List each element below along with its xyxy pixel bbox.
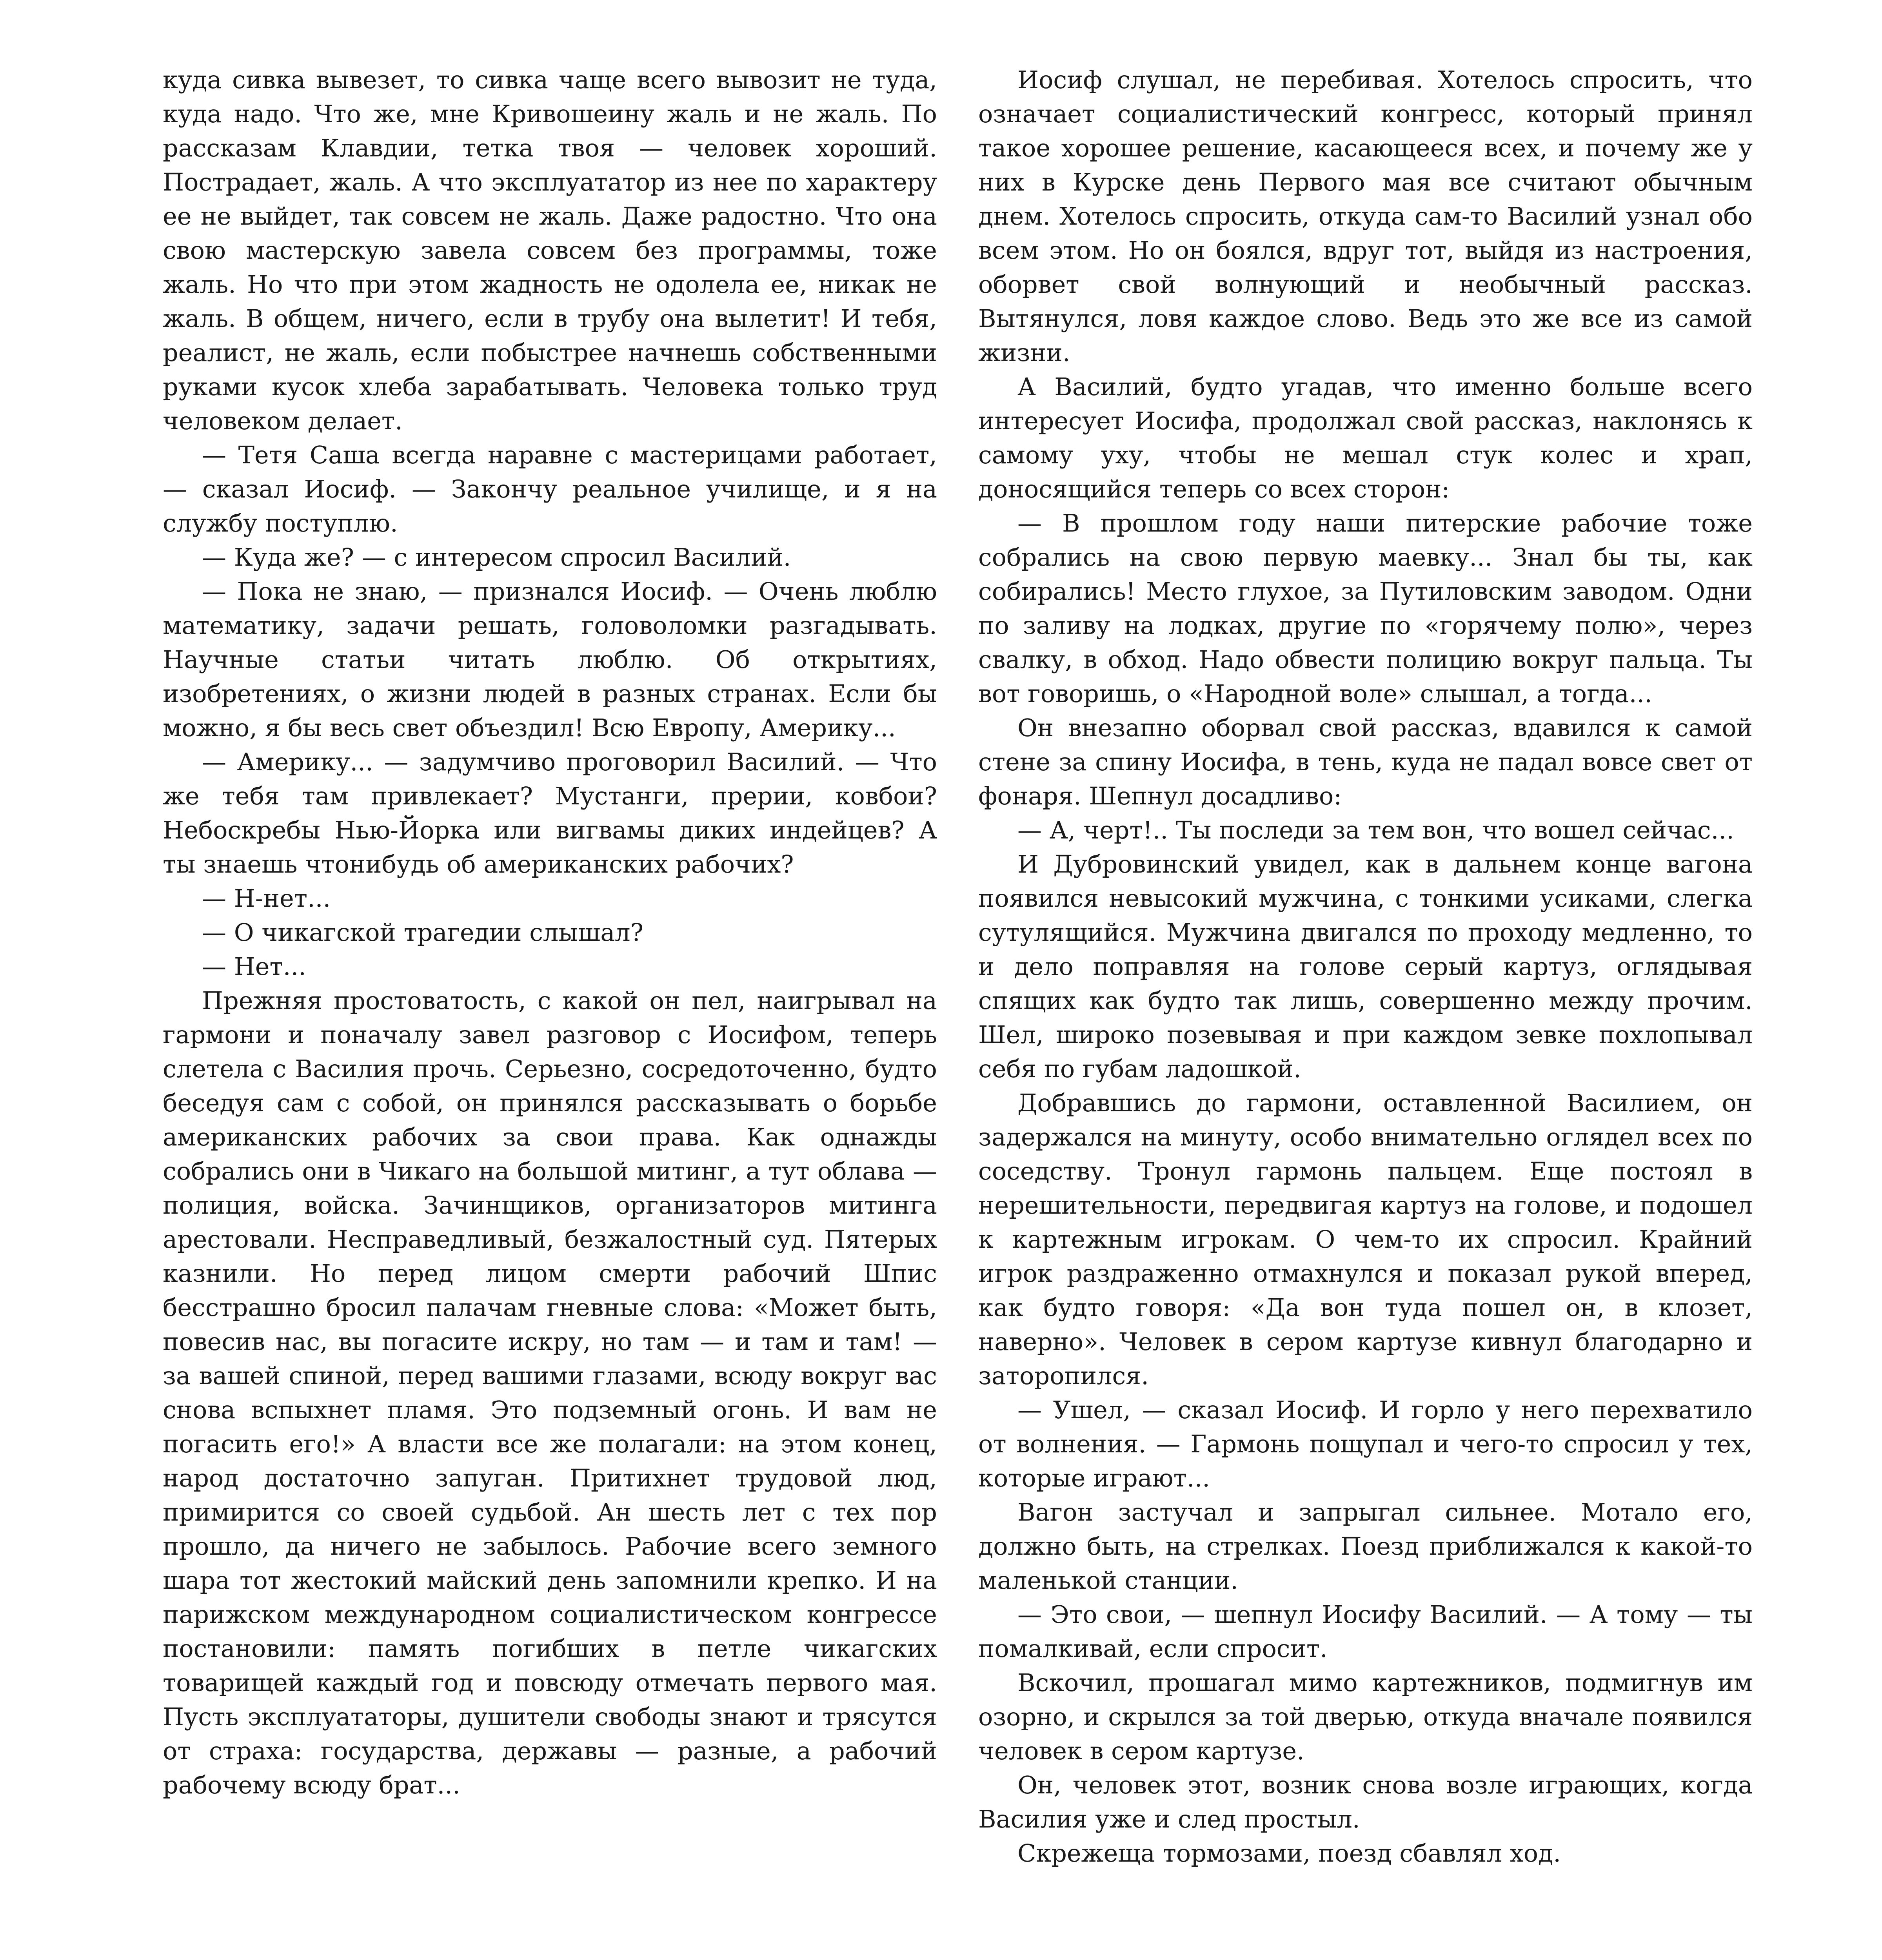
paragraph: Добравшись до гармони, оставленной Василием, он задержался на минуту, особо внимательно оглядел всех по соседству. Тронул гармонь пальцем. Еще постоял в нерешительности, передвигая картуз на голове, и подошел к картежным игрокам. О чем-то их спросил. Крайний игрок раздраженно отмахнулся и показал рукой вперед, как будто говоря: «Да вон туда пошел он, в клозет, наверно». Человек в сером картузе кивнул благодарно и заторопился. [978,1089,1753,1390]
paragraph: — Тетя Саша всегда наравне с мастерицами работает, — сказал Иосиф. — Закончу реальное училище, и я на службу поступлю. [163,441,937,537]
paragraph: — Нет... [202,952,306,981]
paragraph: Вагон застучал и запрыгал сильнее. Мотало его, должно быть, на стрелках. Поезд приближался к какой-то маленькой станции. [978,1498,1753,1595]
paragraph: — Ушел, — сказал Иосиф. И горло у него перехватило от волнения. — Гармонь пощупал и чего-то спросил у тех, которые играют... [978,1396,1753,1492]
paragraph: А Василий, будто угадав, что именно больше всего интересует Иосифа, продолжал свой рассказ, наклонясь к самому уху, чтобы не мешал стук колес и храп, доносящийся теперь со всех сторон: [978,372,1753,503]
paragraph: — А, черт!.. Ты последи за тем вон, что вошел сейчас... [1017,816,1734,844]
paragraph: Он внезапно оборвал свой рассказ, вдавился к самой стене за спину Иосифа, в тень, куда не падал вовсе свет от фонаря. Шепнул досадливо: [978,713,1753,810]
paragraph: — Пока не знаю, — признался Иосиф. — Очень люблю математику, задачи решать, головоломки разгадывать. Научные статьи читать люблю. Об открытиях, изобретениях, о жизни людей в разных странах. Если бы можно, я бы весь свет объездил! Всю Европу, Америку... [163,577,937,742]
paragraph: — О чикагской трагедии слышал? [202,918,643,947]
paragraph: Прежняя простоватость, с какой он пел, наигрывал на гармони и поначалу завел разговор с Иосифом, теперь слетела с Василия прочь. Серьезно, сосредоточенно, будто беседуя сам с собой, он принялся рассказывать о борьбе американских рабочих за свои права. Как однажды собрались они в Чикаго на большой митинг, а тут облава — полиция, войска. Зачинщиков, организаторов митинга арестовали. Несправедливый, безжалостный суд. Пятерых казнили. Но перед лицом смерти рабочий Шпис бесстрашно бросил палачам гневные слова: «Может быть, повесив нас, вы погасите искру, но там — и там и там! — за вашей спиной, перед вашими глазами, всюду вокруг вас снова вспыхнет пламя. Это подземный огонь. И вам не погасить его!» А власти все же полагали: на этом конец, народ достаточно запуган. Притихнет трудовой люд, примирится со своей судьбой. Ан шесть лет с тех пор прошло, да ничего не забылось. Рабочие всего земного шара тот жестокий майский день запомнили крепко. И на парижском международном социалистическом конгрессе постановили: память погибших в петле чикагских товарищей каждый год и повсюду отмечать первого мая. Пусть эксплуататоры, душители свободы знают и трясутся от страха: государства, державы — разные, а рабочий рабочему всюду брат... [163,986,937,1799]
left-text-column [163,63,937,1802]
paragraph: Вскочил, прошагал мимо картежников, подмигнув им озорно, и скрылся за той дверью, откуда вначале появился человек в сером картузе. [978,1668,1753,1765]
paragraph: — Америку... — задумчиво проговорил Василий. — Что же тебя там привлекает? Мустанги, прерии, ковбои? Небоскребы Нью-Йорка или вигвамы диких индейцев? А ты знаешь чтонибудь об американских рабочих? [163,748,937,878]
paragraph: — Куда же? — с интересом спросил Василий. [202,543,791,572]
paragraph: куда сивка вывезет, то сивка чаще всего вывозит не туда, куда надо. Что же, мне Кривошеину жаль и не жаль. По рассказам Клавдии, тетка твоя — человек хороший. Пострадает, жаль. А что эксплуататор из нее по характеру ее не выйдет, так совсем не жаль. Даже радостно. Что она свою мастерскую завела совсем без программы, тоже жаль. Но что при этом жадность не одолела ее, никак не жаль. В общем, ничего, если в трубу она вылетит! И тебя, реалист, не жаль, если побыстрее начнешь собственными руками кусок хлеба зарабатывать. Человека только труд человеком делает. [163,65,937,435]
paragraph: — Это свои, — шепнул Иосифу Василий. — А тому — ты помалкивай, если спросит. [978,1600,1753,1663]
paragraph: Иосиф слушал, не перебивая. Хотелось спросить, что означает социалистический конгресс, который принял такое хорошее решение, касающееся всех, и почему же у них в Курске день Первого мая все считают обычным днем. Хотелось спросить, откуда сам-то Василий узнал обо всем этом. Но он боялся, вдруг тот, выйдя из настроения, оборвет свой волнующий и необычный рассказ. Вытянулся, ловя каждое слово. Ведь это же все из самой жизни. [978,65,1753,367]
paragraph: — Н-нет... [202,884,331,913]
paragraph: Скрежеща тормозами, поезд сбавлял ход. [1017,1839,1561,1867]
paragraph: — В прошлом году наши питерские рабочие тоже собрались на свою первую маевку... Знал бы ты, как собирались! Место глухое, за Путиловским заводом. Одни по заливу на лодках, другие по «горячему полю», через свалку, в обход. Надо обвести полицию вокруг пальца. Ты вот говоришь, о «Народной воле» слышал, а тогда... [978,509,1753,708]
paragraph: Он, человек этот, возник снова возле играющих, когда Василия уже и след простыл. [978,1771,1753,1833]
paragraph: И Дубровинский увидел, как в дальнем конце вагона появился невысокий мужчина, с тонкими усиками, слегка сутулящийся. Мужчина двигался по проходу медленно, то и дело поправляя на голове серый картуз, оглядывая спящих как будто так лишь, совершенно между прочим. Шел, широко позевывая и при каждом зевке похлопывал себя по губам ладошкой. [978,850,1753,1083]
right-text-column [978,63,1753,1870]
